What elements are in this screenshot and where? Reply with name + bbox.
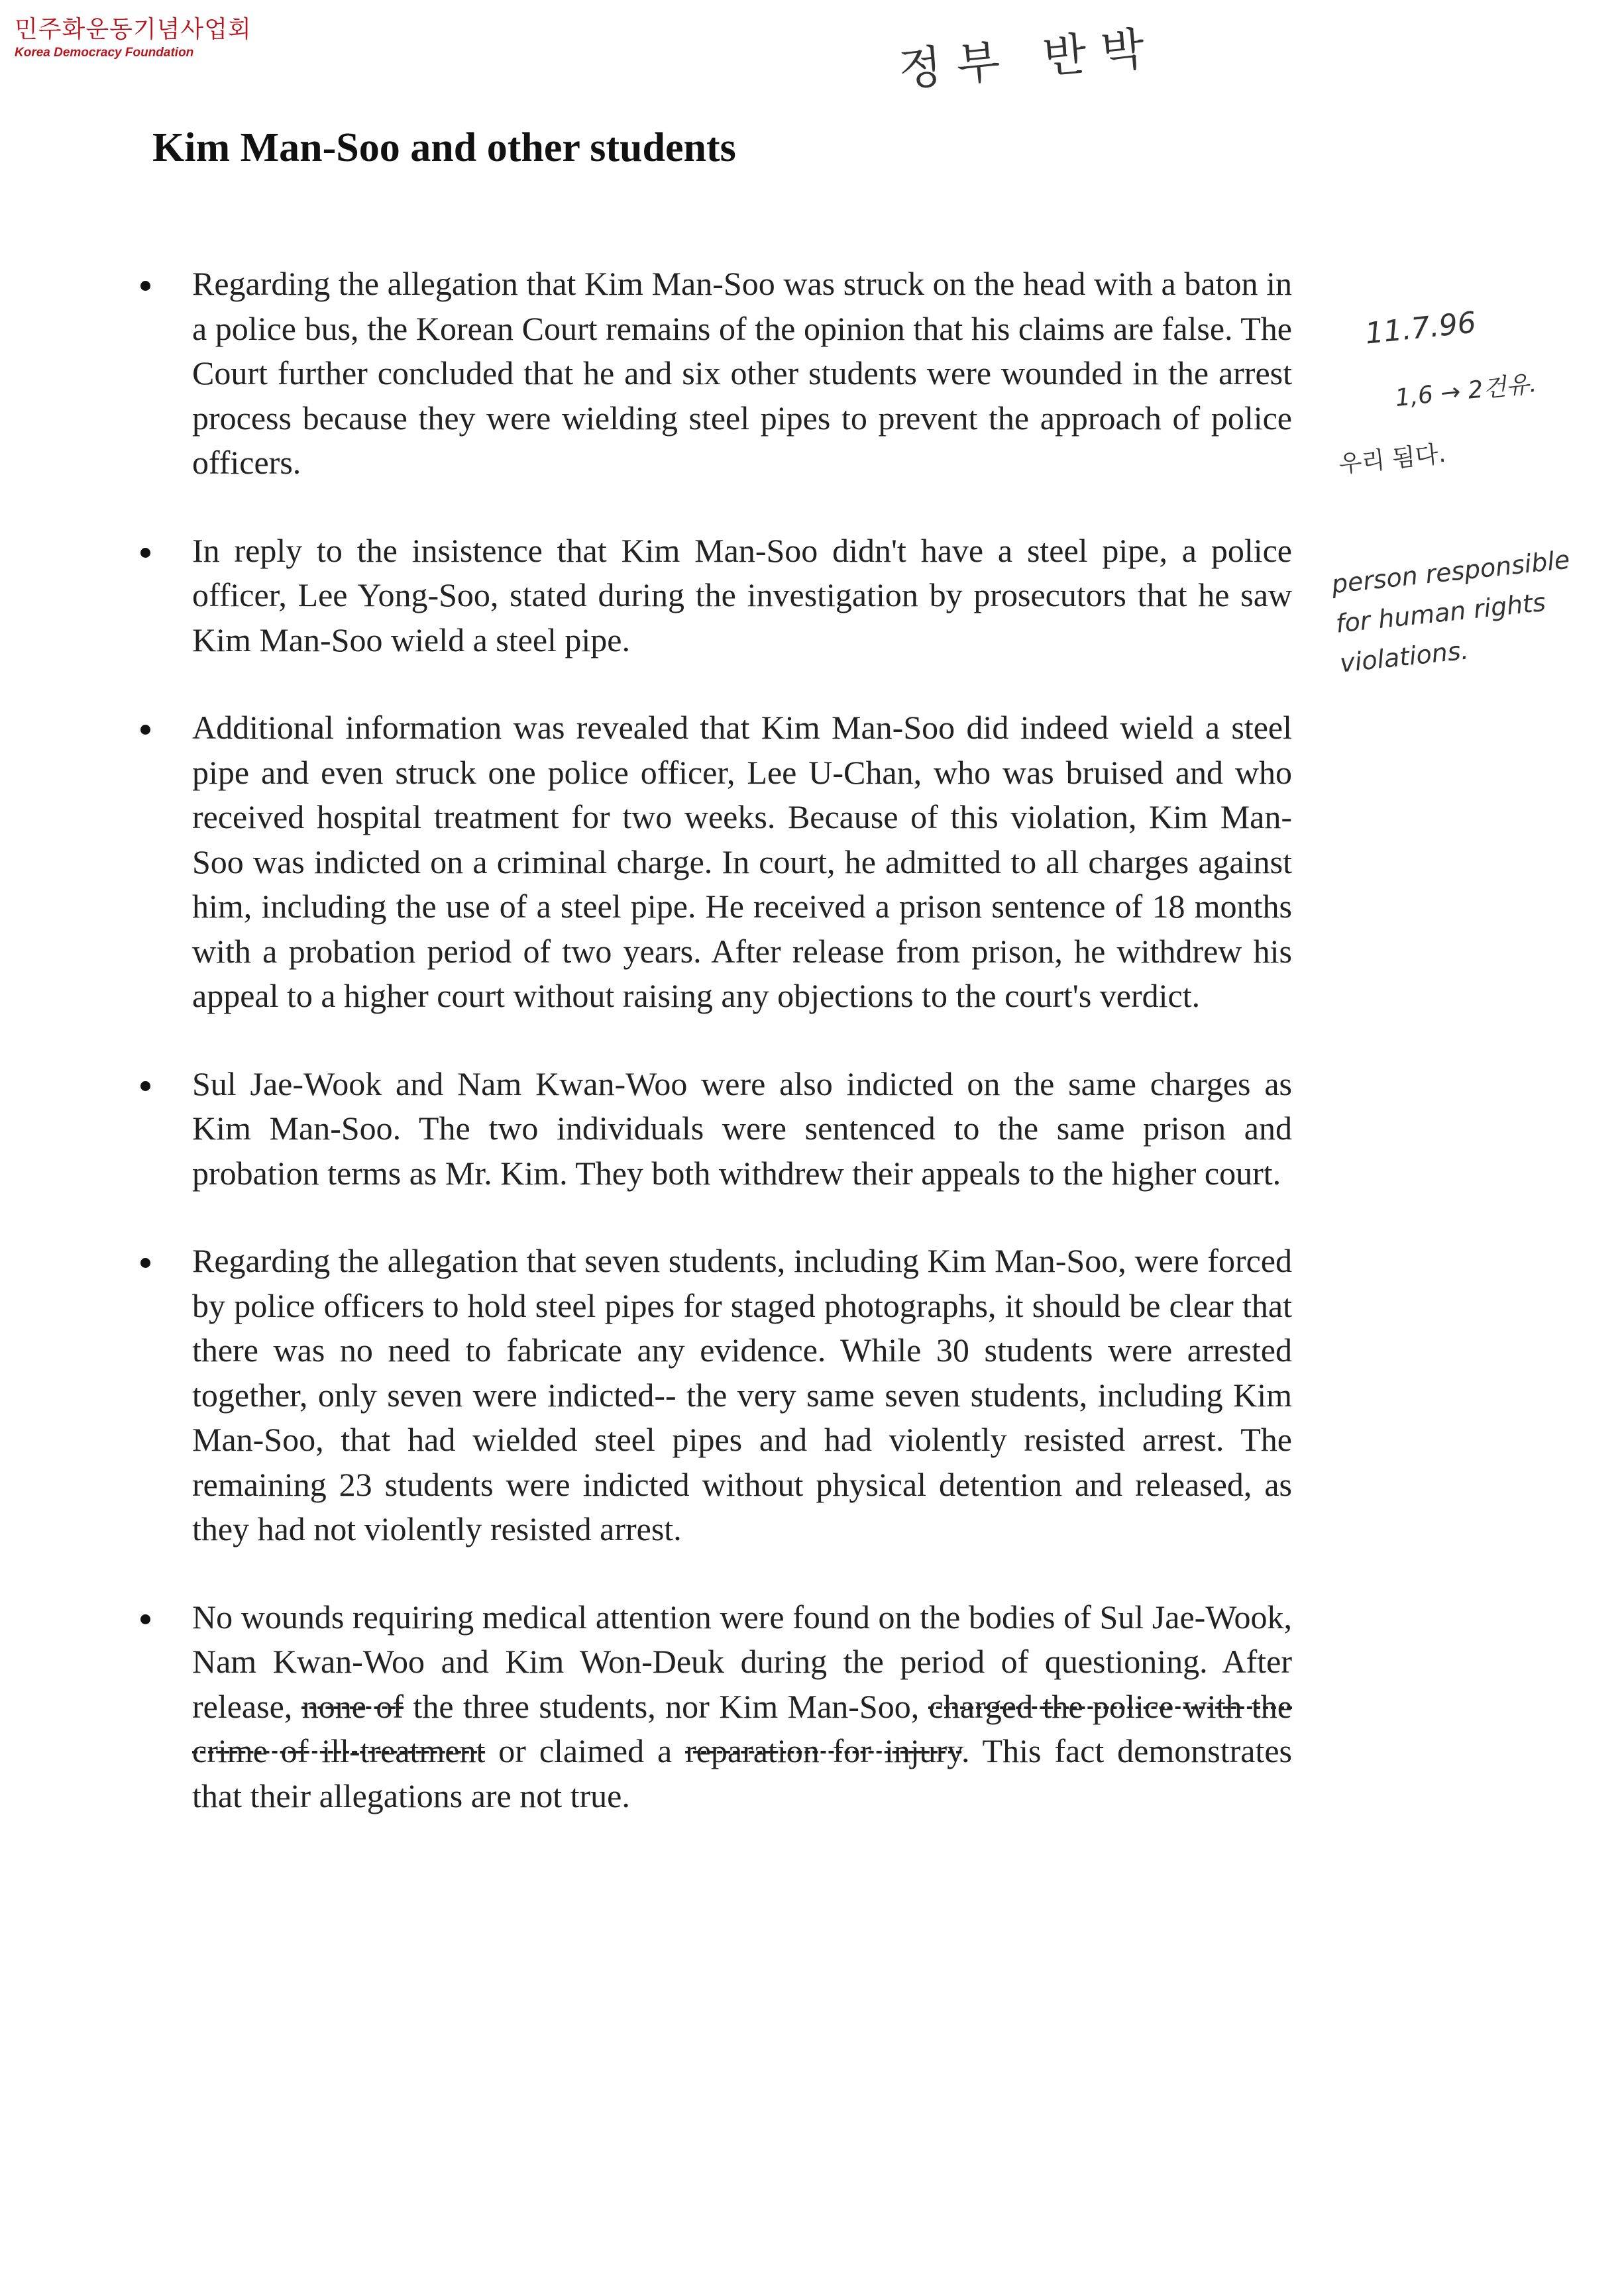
list-item xyxy=(133,529,1292,663)
list-item xyxy=(133,1595,1292,1819)
paragraph-text: Additional information was revealed that Kim Man-Soo did indeed wield a steel pipe and even struck one police officer, Lee U-Chan, who was bruised and who received hospital treatment for two weeks. Because of this violation, Kim Man-Soo was indicted on a criminal charge. In court, he admitted to all charges against him, including the use of a steel pipe. He received a prison sentence of 18 months with a probation period of two years. After release from prison, he withdrew his appeal to a higher court without raising any objections to the court's verdict. xyxy=(192,709,1292,1014)
paragraph-segment: . This fact demonstrates that their allegations are not true. xyxy=(192,1732,1292,1814)
document-title: Kim Man-Soo and other students xyxy=(152,125,736,170)
paragraph-segment: the three students, nor Kim Man-Soo, xyxy=(404,1687,929,1725)
handwritten-heading-note: 정부 반박 xyxy=(896,21,1162,97)
paragraph-text: In reply to the insistence that Kim Man-Soo didn't have a steel pipe, a police officer, Lee Yong-Soo, stated during the investigation by prosecutors that he saw Kim Man-Soo wield a steel pipe. xyxy=(192,531,1292,658)
list-item xyxy=(133,1239,1292,1552)
logo-korean-text: 민주화운동기념사업회 xyxy=(15,16,252,43)
margin-note-date: 11.7.96 xyxy=(1363,305,1478,351)
margin-note-responsible: person responsible for human rights violations. xyxy=(1330,545,1572,678)
bullet-marker xyxy=(140,725,150,735)
paragraph-segment: No wounds requiring medical attention were found on the bodies of Sul Jae-Wook, Nam Kwan-Woo and Kim Won-Deuk during the period of questioning. After release, xyxy=(192,1598,1292,1725)
struck-text: charged the police with the crime of ill-treatment xyxy=(192,1687,1292,1769)
list-item xyxy=(133,1062,1292,1196)
bullet-list xyxy=(133,262,1292,1818)
struck-text: reparation for injury xyxy=(685,1732,962,1769)
paragraph-text: Regarding the allegation that seven students, including Kim Man-Soo, were forced by police officers to hold steel pipes for staged photographs, it should be clear that there was no need to fabricate any evidence. While 30 students were arrested together, only seven were indicted-- the very same seven students, including Kim Man-Soo, that had wielded steel pipes and had violently resisted arrest. The remaining 23 students were indicted without physical detention and released, as they had not violently resisted arrest. xyxy=(192,1242,1292,1547)
bullet-marker xyxy=(140,1258,150,1268)
bullet-marker xyxy=(140,281,150,291)
paragraph-text: Sul Jae-Wook and Nam Kwan-Woo were also indicted on the same charges as Kim Man-Soo. The two individuals were sentenced to the same prison and probation terms as Mr. Kim. They both withdrew their appeals to the higher court. xyxy=(192,1065,1292,1192)
bullet-marker xyxy=(140,1614,150,1624)
paragraph-text xyxy=(192,1595,1292,1819)
margin-note-count: 1,6 → 2건유. xyxy=(1393,370,1539,413)
logo-english-text: Korea Democracy Foundation xyxy=(15,46,194,60)
foundation-logo xyxy=(15,15,252,61)
paragraph-text: Regarding the allegation that Kim Man-Soo was struck on the head with a baton in a police bus, the Korean Court remains of the opinion that his claims are false. The Court further concluded that he and six other students were wounded in the arrest process because they were wielding steel pipes to prevent the approach of police officers. xyxy=(192,265,1292,481)
margin-note-korean: 우리 됨다. xyxy=(1337,440,1448,479)
list-item xyxy=(133,262,1292,486)
bullet-marker xyxy=(140,1081,150,1091)
struck-text: none of xyxy=(301,1687,404,1725)
bullet-marker xyxy=(140,548,150,558)
list-item xyxy=(133,705,1292,1019)
paragraph-segment: or claimed a xyxy=(485,1732,686,1769)
